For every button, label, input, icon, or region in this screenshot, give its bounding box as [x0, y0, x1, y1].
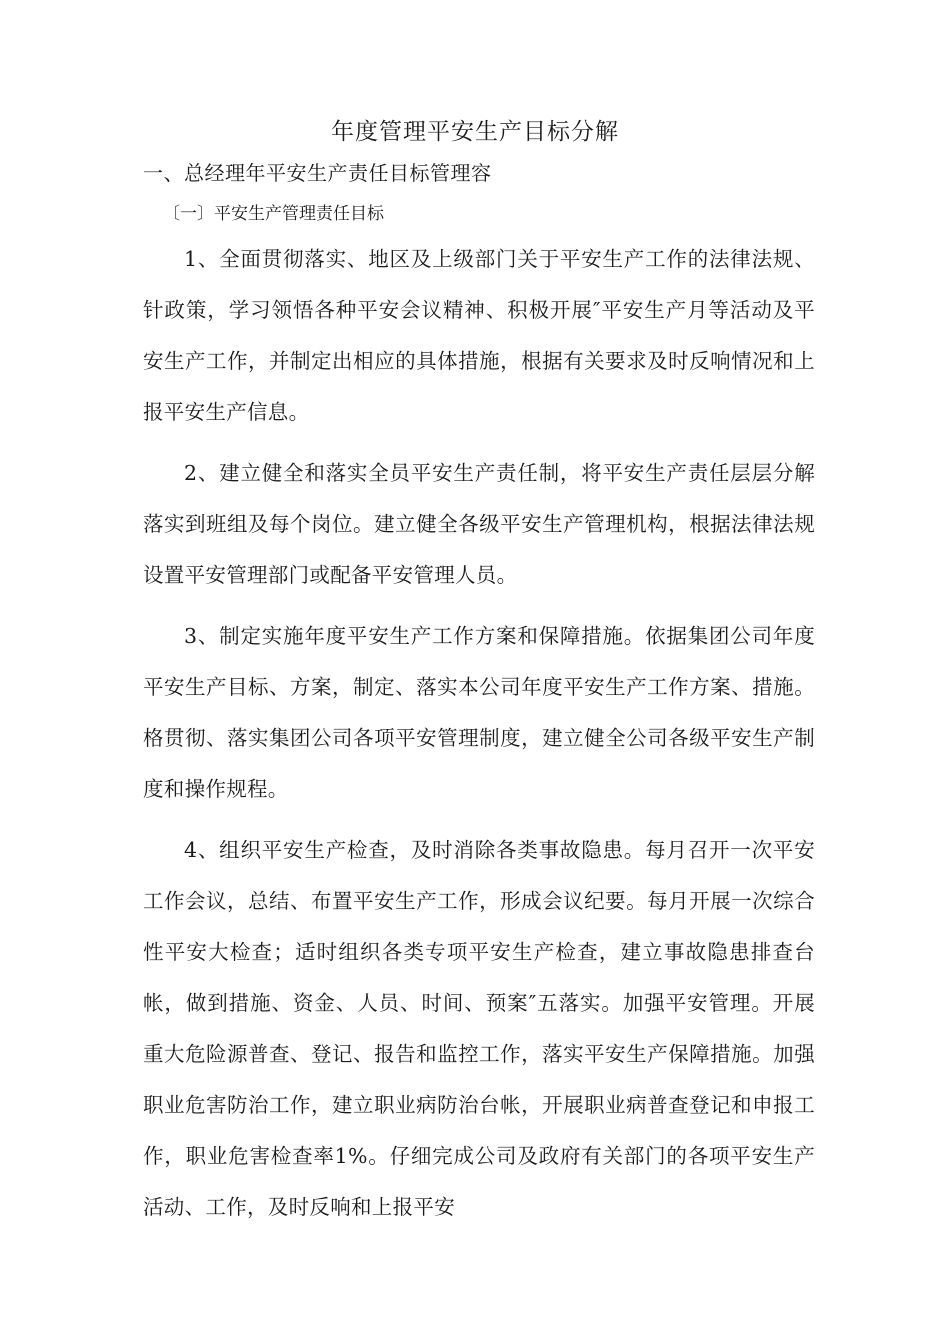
- subsection-heading: 〔一〕平安生产管理责任目标: [163, 204, 384, 224]
- paragraph-3: 3、制定实施年度平安生产工作方案和保障措施。依据集团公司年度平安生产目标、方案，制定、落实本公司年度平安生产工作方案、措施。格贯彻、落实集团公司各项平安管理制度，建立健全公司各级平安生产制度和操作规程。: [143, 624, 815, 801]
- document-body: [143, 234, 815, 1243]
- paragraph-1: 1、全面贯彻落实、地区及上级部门关于平安生产工作的法律法规、针政策，学习领悟各种平安会议精神、积极开展″平安生产月等活动及平安生产工作，并制定出相应的具体措施，根据有关要求及时反响情况和上报平安生产信息。: [143, 247, 815, 424]
- document-title: 年度管理平安生产目标分解: [331, 119, 619, 145]
- paragraph-4: 4、组织平安生产检查，及时消除各类事故隐患。每月召开一次平安工作会议，总结、布置平安生产工作，形成会议纪要。每月开展一次综合性平安大检查；适时组织各类专项平安生产检查，建立事故隐患排查台帐，做到措施、资金、人员、时间、预案″五落实。加强平安管理。开展重大危险源普查、登记、报告和监控工作，落实平安生产保障措施。加强职业危害防治工作，建立职业病防治台帐，开展职业病普查登记和申报工作，职业危害检查率1%。仔细完成公司及政府有关部门的各项平安生产活动、工作，及时反响和上报平安: [143, 838, 815, 1219]
- paragraph-2: 2、建立健全和落实全员平安生产责任制，将平安生产责任层层分解落实到班组及每个岗位。建立健全各级平安生产管理机构，根据法律法规设置平安管理部门或配备平安管理人员。: [143, 461, 815, 587]
- section-heading: 一、总经理年平安生产责任目标管理容: [143, 161, 492, 185]
